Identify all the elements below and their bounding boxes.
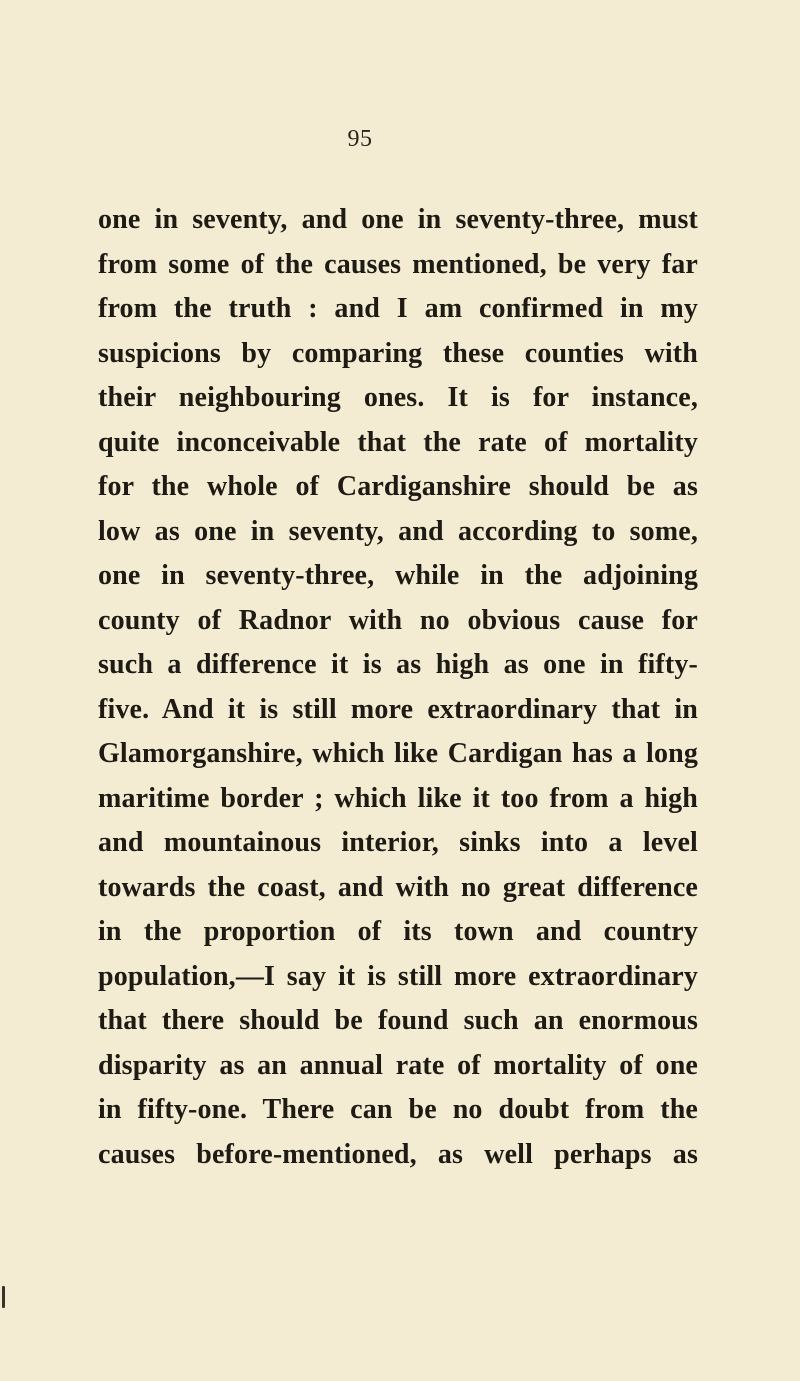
body-text [98, 198, 698, 1177]
text-line: one in seventy-three, while in the adjoining [98, 560, 698, 591]
text-line: population,—I say it is still more extraordinary [98, 960, 698, 992]
text-line: maritime border ; which like it too from a high [98, 782, 698, 814]
text-line: disparity as an annual rate of mortality of one [98, 1049, 698, 1081]
text-line: from the truth : and I am confirmed in my [98, 293, 698, 324]
text-line: towards the coast, and with no great difference [98, 871, 698, 903]
text-line: five. And it is still more extraordinary that in [98, 693, 698, 725]
text-line: low as one in seventy, and according to some, [98, 515, 698, 547]
text-line: county of Radnor with no obvious cause for [98, 604, 698, 636]
text-line: such a difference it is as high as one in fifty- [98, 649, 698, 680]
text-line: in fifty-one. There can be no doubt from the [98, 1094, 698, 1125]
text-line: their neighbouring ones. It is for instance, [98, 382, 698, 413]
text-line: suspicions by comparing these counties with [98, 337, 698, 369]
text-line: causes before-mentioned, as well perhaps as [98, 1138, 698, 1170]
text-line: quite inconceivable that the rate of mortality [98, 426, 698, 458]
text-line: for the whole of Cardiganshire should be as [98, 471, 698, 502]
text-line: one in seventy, and one in seventy-three, must [98, 204, 698, 235]
text-line: from some of the causes mentioned, be very far [98, 248, 698, 280]
margin-mark [2, 1286, 5, 1308]
text-line: in the proportion of its town and country [98, 916, 698, 947]
text-line: and mountainous interior, sinks into a level [98, 827, 698, 858]
page-number: 95 [347, 126, 373, 152]
text-line: Glamorganshire, which like Cardigan has a long [98, 738, 698, 769]
text-line: that there should be found such an enormous [98, 1005, 698, 1036]
